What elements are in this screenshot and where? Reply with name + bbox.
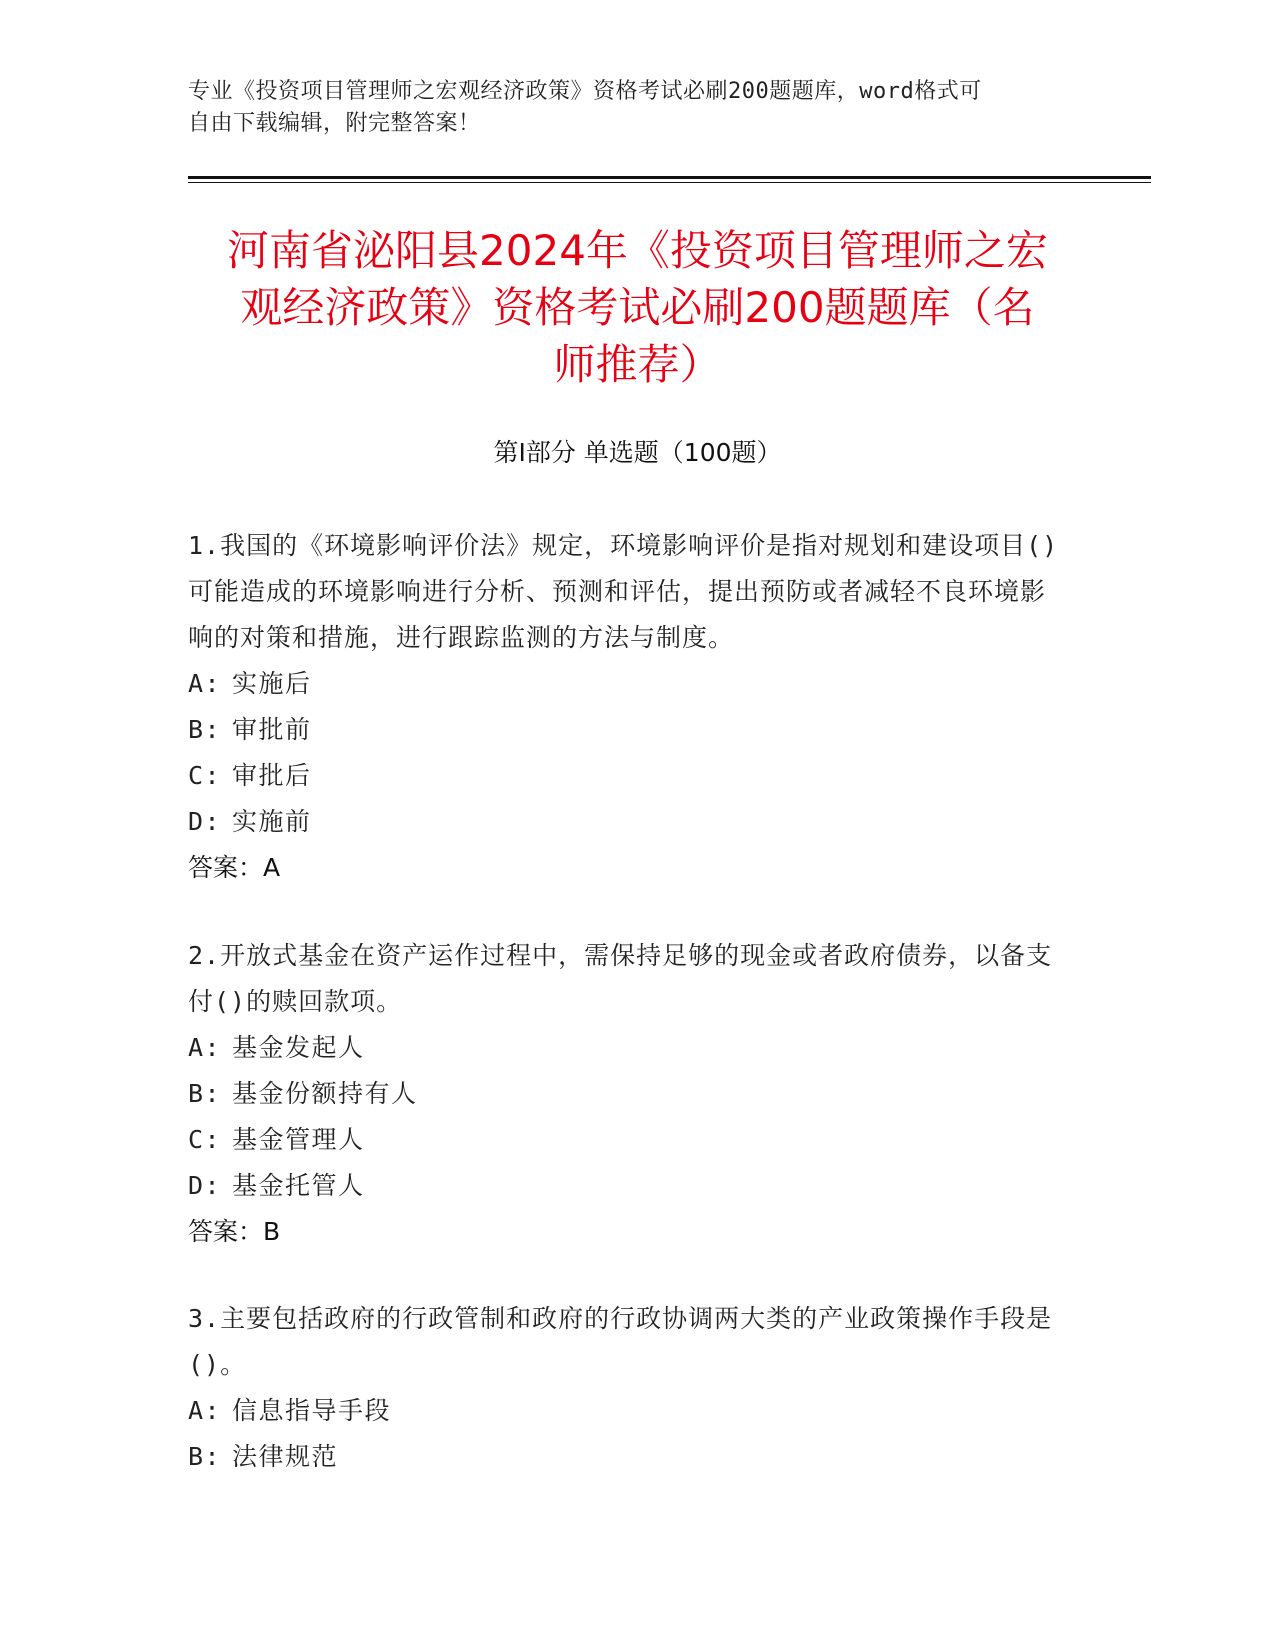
option-letter: D: [188,1171,222,1200]
option-a [188,661,1068,707]
question-2 [188,933,1068,1255]
option-b [188,1434,1068,1480]
option-letter: A: [188,1396,222,1425]
question-stem: 3.主要包括政府的行政管制和政府的行政协调两大类的产业政策操作手段是()。 [188,1304,1053,1379]
option-a [188,1388,1068,1434]
header-note-line-2: 自由下载编辑，附完整答案！ [188,111,481,136]
option-letter: B: [188,715,222,744]
section-heading: 第Ⅰ部分 单选题（100题） [493,438,782,467]
document-title [160,222,1115,393]
option-letter: B: [188,1442,222,1471]
header-note [188,76,1068,140]
option-text: 审批前 [232,715,312,744]
option-text: 基金托管人 [232,1171,365,1200]
option-a [188,1025,1068,1071]
header-divider-thin [188,182,1151,183]
document-title-line-1: 河南省泌阳县2024年《投资项目管理师之宏 [227,226,1048,275]
question-stem: 2.开放式基金在资产运作过程中，需保持足够的现金或者政府债券，以备支付()的赎回款项。 [188,941,1053,1016]
option-c [188,1117,1068,1163]
option-letter: C: [188,1125,222,1154]
document-title-line-3: 师推荐） [553,340,722,389]
option-text: 实施前 [232,807,312,836]
question-stem: 1.我国的《环境影响评价法》规定，环境影响评价是指对规划和建设项目()可能造成的环境影响进行分析、预测和评估，提出预防或者减轻不良环境影响的对策和措施，进行跟踪监测的方法与制度。 [188,531,1059,652]
option-letter: C: [188,761,222,790]
option-b [188,707,1068,753]
option-letter: A: [188,669,222,698]
header-divider-thick [188,176,1151,179]
option-text: 法律规范 [232,1442,339,1471]
option-letter: B: [188,1079,222,1108]
document-title-line-2: 观经济政策》资格考试必刷200题题库（名 [240,283,1035,332]
option-letter: A: [188,1033,222,1062]
option-text: 信息指导手段 [232,1396,392,1425]
option-text: 基金管理人 [232,1125,365,1154]
option-c [188,753,1068,799]
question-3 [188,1296,1068,1480]
option-letter: D: [188,807,222,836]
option-d [188,1163,1068,1209]
option-d [188,799,1068,845]
question-1 [188,523,1068,891]
header-note-line-1: 专业《投资项目管理师之宏观经济政策》资格考试必刷200题题库，word格式可 [188,79,982,104]
answer: 答案：B [188,1217,281,1246]
option-text: 基金发起人 [232,1033,365,1062]
option-b [188,1071,1068,1117]
option-text: 实施后 [232,669,312,698]
answer: 答案：A [188,853,281,882]
option-text: 审批后 [232,761,312,790]
option-text: 基金份额持有人 [232,1079,418,1108]
